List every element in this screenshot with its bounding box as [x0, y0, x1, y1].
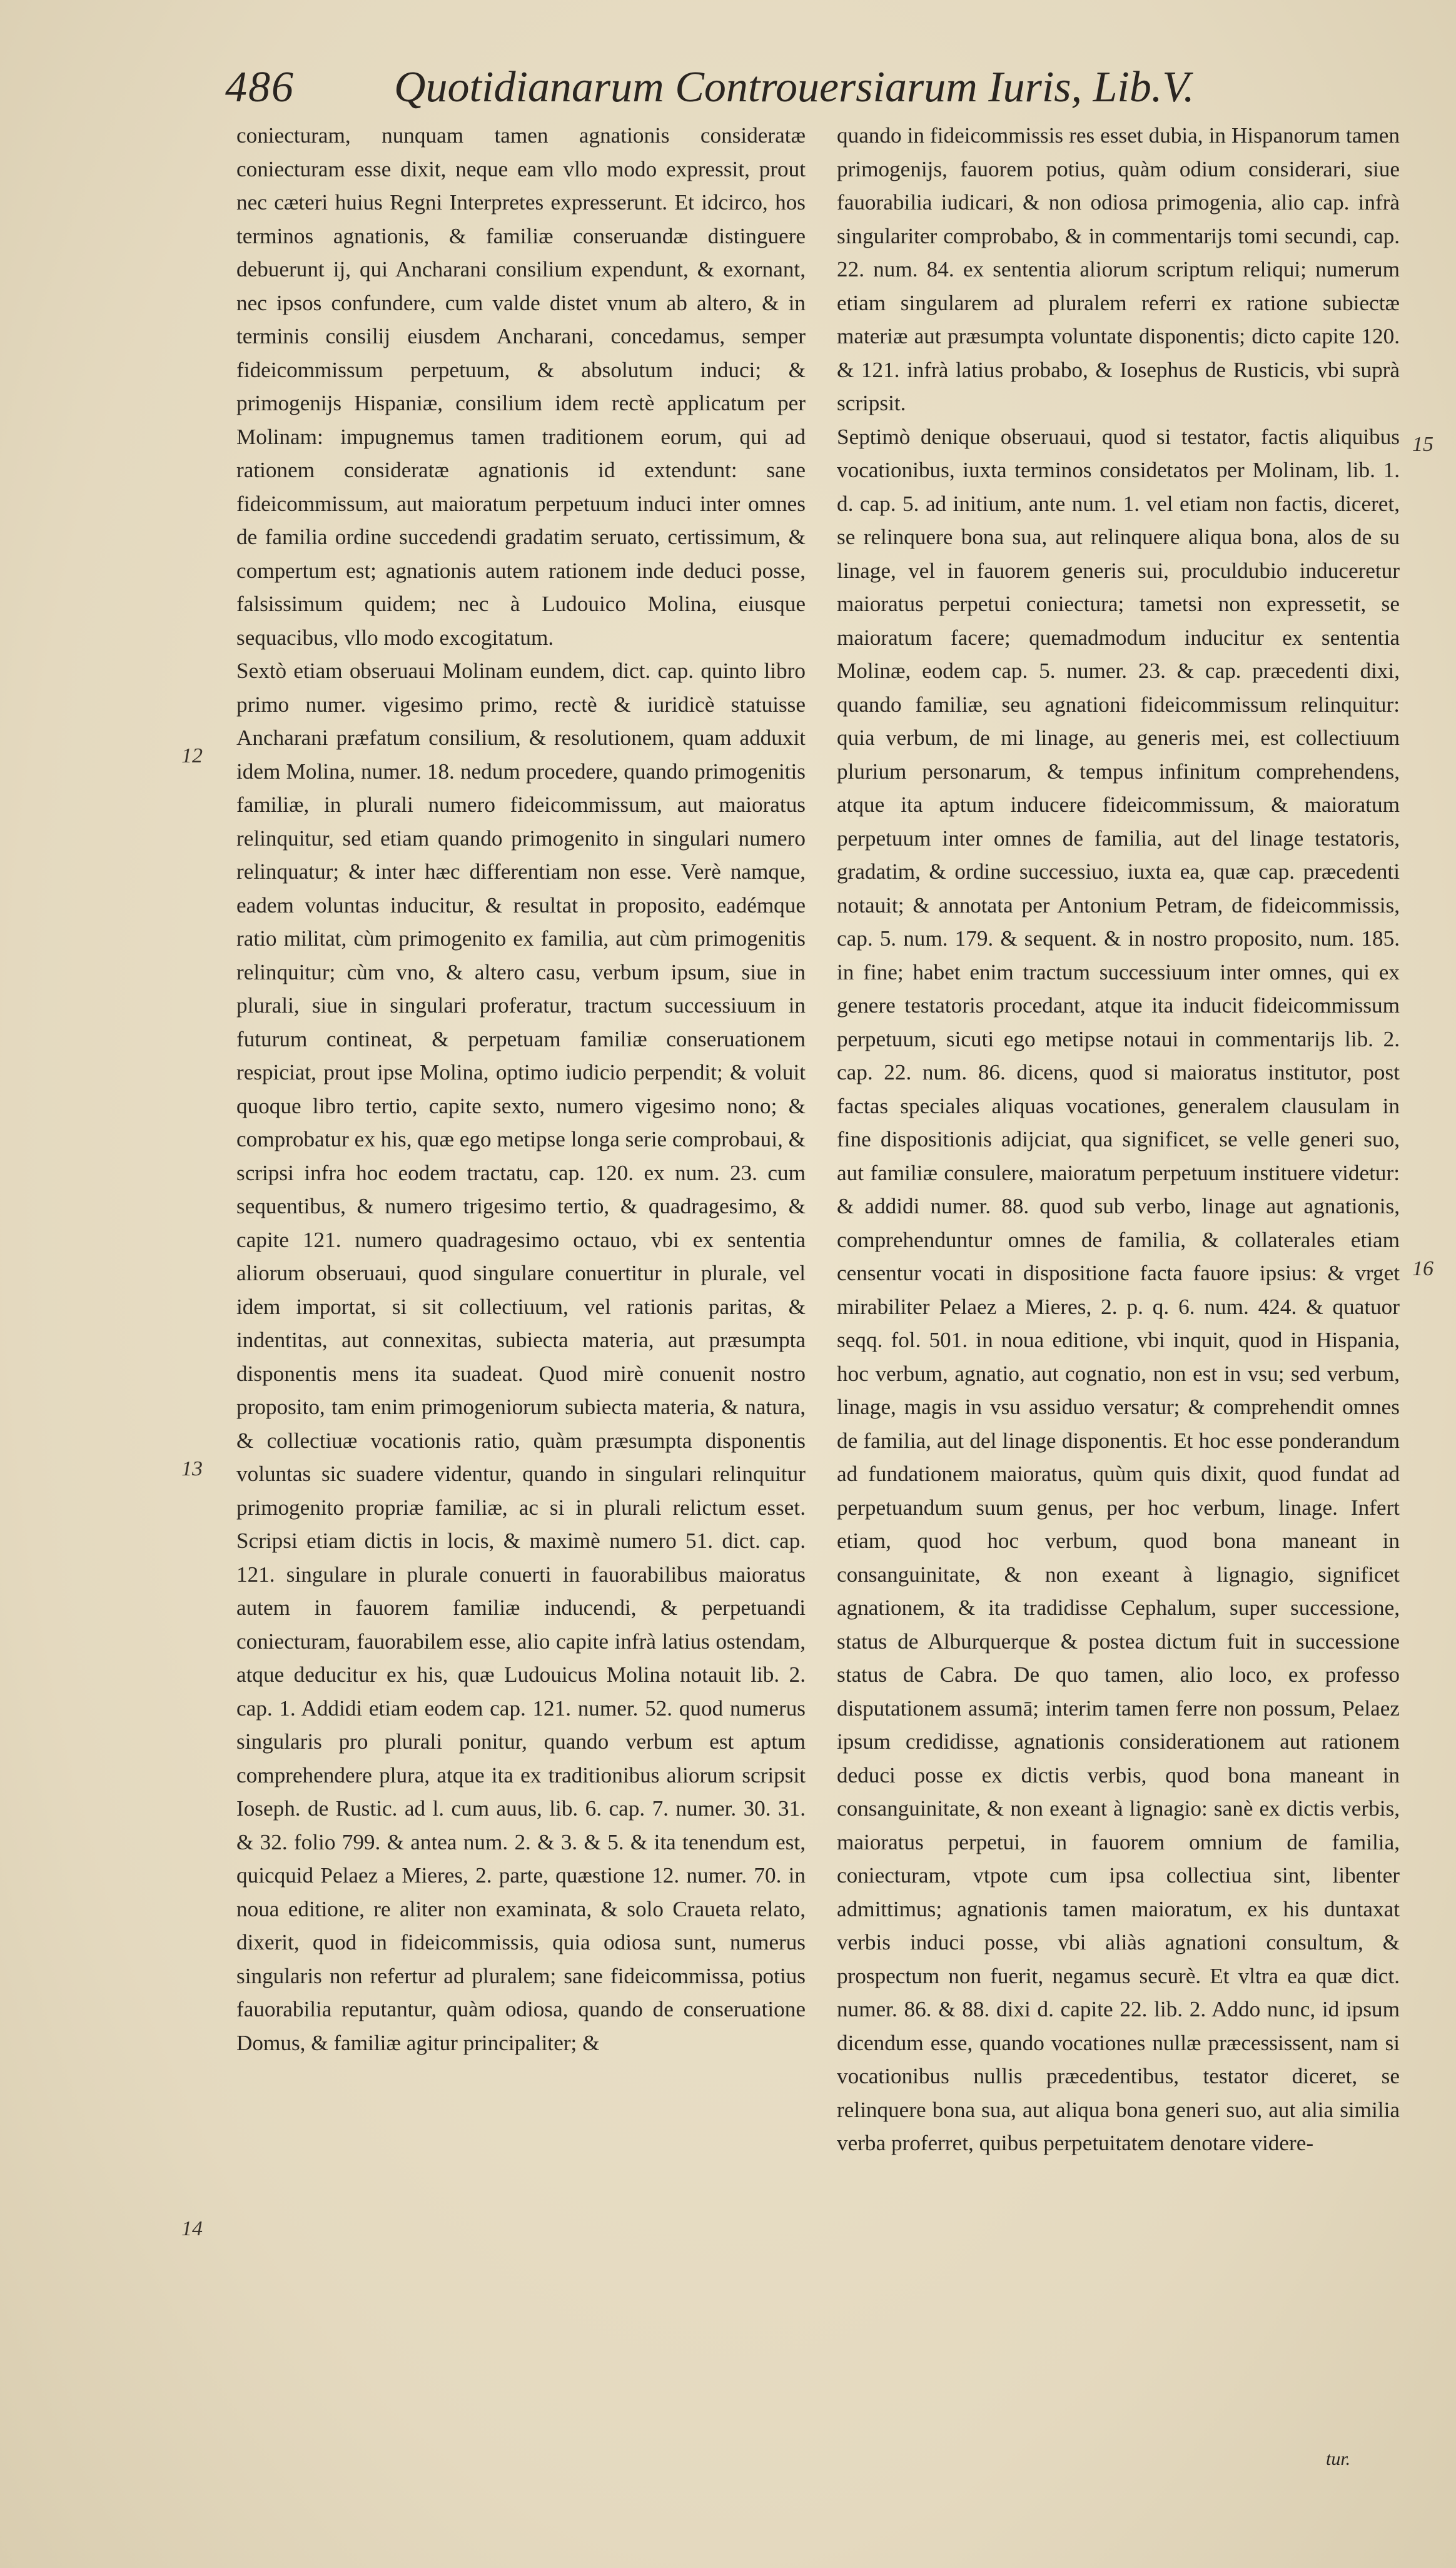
right-column-text: quando in fideicommissis res esset dubia, in Hispanorum tamen primogenijs, fauorem potius, quàm odium considerari, siue fauorabilia iudicari, & non odiosa primogenia, alio cap. infrà singulariter comprobabo, & in commentarijs tomi secundi, cap. 22. num. 84. ex sententia aliorum scriptum reliqui; numerum etiam singularem ad pluralem referri ex ratione subiectæ materiæ aut præsumpta voluntate disponentis; dicto capite 120. & 121. infrà latius probabo, & Iosephus de Rusticis, vbi suprà scripsit. Septimò denique obseruaui, quod si testator, factis aliquibus vocationibus, iuxta terminos considetatos per Molinam, lib. 1. d. cap. 5. ad initium, ante num. 1. vel etiam non factis, diceret, se relinquere bona sua, aut relinquere aliqua bona, alos de su linage, vel in fauorem generis sui, proculdubio induceretur maioratus perpetui coniectura; tametsi non expressetit, se maioratum facere; quemadmodum inducitur ex sententia Molinæ, eodem cap. 5. numer. 23. & cap. præcedenti dixi, quando familiæ, seu agnationi fideicommissum relinquitur: quia verbum, de mi linage, au generis mei, est collectiuum plurium personarum, & tempus infinitum comprehendens, atque ita aptum inducere fideicommissum, & maioratum perpetuum inter omnes de familia, aut del linage testatoris, gradatim, & ordine successiuo, iuxta ea, quæ cap. præcedenti notauit; & annotata per Antonium Petram, de fideicommissis, cap. 5. num. 179. & sequent. & in nostro proposito, num. 185. in fine; habet enim tractum successiuum inter omnes, qui ex genere testatoris procedant, atque ita inducit fideicommissum perpetuum, sicuti ego metipse notaui in commentarijs lib. 2. cap. 22. num. 86. dicens, quod si maioratus institutor, post factas speciales aliquas vocationes, generalem clausulam in fine dispositionis adijciat, qua significet, se velle generi suo, aut familiæ consulere, maioratum perpetuum instituere videtur: & addidi numer. 88. quod sub verbo, linage aut agnationis, comprehenduntur omnes de familia, & collaterales etiam censentur vocati in dispositione facta fauore ipsius: & vrget mirabiliter Pelaez a Mieres, 2. p. q. 6. num. 424. & quatuor seqq. fol. 501. in noua editione, vbi inquit, quod in Hispania, hoc verbum, agnatio, aut cognatio, non est in vsu; sed verbum, linage, magis in vsu assiduo versatur; & comprehendit omnes de familia, aut del linage disponentis. Et hoc esse ponderandum ad fundationem maioratus, quùm quis dixit, quod fundat ad perpetuandum suum genus, per hoc verbum, linage. Infert etiam, quod hoc verbum, quod bona maneant in consanguinitate, & non exeant à lignagio, significet agnationem, & ita tradidisse Cephalum, super successione, status de Alburquerque & postea dictum fuit in successione status de Cabra. De quo tamen, alio loco, ex professo disputationem assumā; interim tamen ferre non possum, Pelaez ipsum credidisse, agnationis considerationem aut rationem deduci posse ex dictis verbis, quod bona maneant in consanguinitate, & non exeant à lignagio: sanè ex dictis verbis, maioratus perpetui, in fauorem omnium de familia, coniecturam, vtpote cum ipsa collectiua sint, libenter admittimus; agnationis tamen maioratum, ex his duntaxat verbis induci posse, vbi aliàs agnationi consultum, & prospectum non fuerit, negamus securè. Et vltra ea quæ dict. numer. 86. & 88. dixi d. capite 22. lib. 2. Addo nunc, id ipsum dicendum esse, quando vocationes nullæ præcessissent, nam si vocationibus nullis præcedentibus, testator diceret, se relinquere bona sua, aut aliqua bona generi suo, aut alia similia verba proferret, quibus perpetuitatem denotare videre- [837, 123, 1400, 2155]
page-number: 486 [225, 63, 295, 111]
margin-number-14: 14 [181, 2217, 203, 2240]
running-title: Quotidianarum Controuersiarum Iuris, Lib.V. [394, 63, 1195, 111]
margin-number-12: 12 [181, 744, 203, 767]
page-header [225, 63, 1251, 119]
margin-number-13: 13 [181, 1457, 203, 1480]
left-column-text: coniecturam, nunquam tamen agnationis consideratæ coniecturam esse dixit, neque eam vllo modo expressit, prout nec cæteri huius Regni Interpretes expresserunt. Et idcirco, hos terminos agnationis, & familiæ conseruandæ distinguere debuerunt ij, qui Ancharani consilium expendunt, & exornant, nec ipsos confundere, cum valde distet vnum ab altero, & in terminis consilij eiusdem Ancharani, concedamus, semper fideicommissum perpetuum, & absolutum induci; & primogenijs Hispaniæ, consilium idem rectè applicatum per Molinam: impugnemus tamen traditionem eorum, qui ad rationem consideratæ agnationis id extendunt: sane fideicommissum, aut maioratum perpetuum induci inter omnes de familia ordine succedendi gradatim seruato, certissimum, & compertum est; agnationis autem rationem inde deduci posse, falsissimum quidem; nec à Ludouico Molina, eiusque sequacibus, vllo modo excogitatum. Sextò etiam obseruaui Molinam eundem, dict. cap. quinto libro primo numer. vigesimo primo, rectè & iuridicè statuisse Ancharani præfatum consilium, & resolutionem, quam adduxit idem Molina, numer. 18. nedum procedere, quando primogenitis familiæ, in plurali numero fideicommissum, aut maioratus relinquitur, sed etiam quando primogenito in singulari numero relinquatur; & inter hæc differentiam non esse. Verè namque, eadem voluntas inducitur, & resultat in proposito, eadémque ratio militat, cùm primogenito ex familia, aut cùm primogenitis relinquitur; cùm vno, & altero casu, verbum ipsum, siue in plurali, siue in singulari proferatur, tractum successiuum in futurum contineat, & perpetuam familiæ conseruationem respiciat, prout ipse Molina, optimo iudicio perpendit; & voluit quoque libro tertio, capite sexto, numero vigesimo nono; & comprobatur ex his, quæ ego metipse longa serie comprobaui, & scripsi infra hoc eodem tractatu, cap. 120. ex num. 23. cum sequentibus, & numero trigesimo tertio, & quadragesimo, & capite 121. numero quadragesimo octauo, vbi ex sententia aliorum obseruaui, quod singulare conuertitur in plurale, vel idem importat, si sit collectiuum, vel rationis paritas, & indentitas, aut connexitas, subiecta materia, aut præsumpta disponentis mens ita suadeat. Quod mirè conuenit nostro proposito, tam enim primogeniorum subiecta materia, & natura, & collectiuæ vocationis ratio, quàm præsumpta disponentis voluntas sic suadere videntur, quando in singulari relinquitur primogenito propriæ familiæ, ac si in plurali relictum esset. Scripsi etiam dictis in locis, & maximè numero 51. dict. cap. 121. singulare in plurale conuerti in fauorabilibus maioratus autem in fauorem familiæ inducendi, & perpetuandi coniecturam, fauorabilem esse, alio capite infrà latius ostendam, atque deducitur ex his, quæ Ludouicus Molina notauit lib. 2. cap. 1. Addidi etiam eodem cap. 121. numer. 52. quod numerus singularis pro plurali ponitur, quando verbum est aptum comprehendere plura, atque ita ex traditionibus aliorum scripsit Ioseph. de Rustic. ad l. cum auus, lib. 6. cap. 7. numer. 30. 31. & 32. folio 799. & antea num. 2. & 3. & 5. & ita tenendum est, quicquid Pelaez a Mieres, 2. parte, quæstione 12. numer. 70. in noua editione, re aliter non examinata, & solo Craueta relato, dixerit, quod in fideicommissis, quia odiosa sunt, numerus singularis non refertur ad pluralem; sane fideicommissa, potius fauorabilia reputantur, quàm odiosa, quando de conseruatione Domus, & familiæ agitur principaliter; & [236, 123, 806, 2055]
margin-number-15: 15 [1412, 433, 1433, 456]
catchword: tur. [1326, 2449, 1351, 2469]
margin-number-16: 16 [1412, 1257, 1433, 1280]
